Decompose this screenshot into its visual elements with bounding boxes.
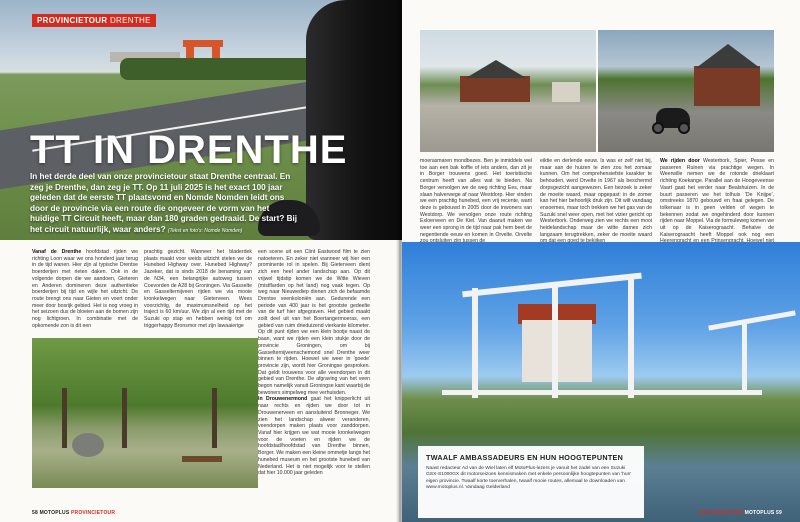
bridge-post — [472, 288, 478, 398]
left-page — [0, 0, 399, 522]
right-text-1: moerasmaren mondbezes. Ben je inmiddels wel toe aan een bak koffie of iets anders, dan zit je in Borger trouwens goed. Het toeristische centrum heeft van alles wat te bieden. Na Borger vervolgen we de weg richting Ees, maar slaan halverwege af naar Westdorp. Hier vinden we een prachtig hunebed, een vrij recente, want deze is gebouwd in 2005 door de inwoners van Westdorp. We vervolgen onze route richting Exloerveen en De Kiel. Van daaruit maken we weer een sprong in de tijd naar pak hem beet de negentiende eeuw en komen in Orvelte. Orvelte — [420, 158, 532, 238]
farmhouse-roof — [696, 44, 760, 68]
folio-right — [699, 510, 782, 516]
folio-section: PROVINCIETOUR — [71, 510, 116, 516]
body-column-2 — [144, 249, 252, 334]
body-text-3: een scene uit een Clint Eastwood film te zien natoeteren. En zeker niet wanneer wij hier een prominente rol in spelen. Bij Gieterveen dient zich een heel ander landschap aan. Op dit vrijwel tijdstip komen we de Witte Wieven (mistflarden op het land) nog vaak tegen. Op weg naar Nieuwediep dienen zich de befaamde Drentse veenkoloniën aan. Gedurende een periode van 400 jaar is het grootste gedeelte van de turf hier afgegraven. Het gebied maakt zoilt deel uit van het Boertangermoeras, een gebied van ruim drieduizend vierkante kilometer. Op dit punt rijden we een klein bootje naast de baan, want we rijden een klein stukje door de provincie Groningen, om bij Gasselternijveenschemond snel Drenthe weer binnen te rijden. Hoewel we weer in 'goede' provincie zijn, wordt hier Groningse gesproken. Dat geldt trouwens voor alle veendorpen in dit gebied van Drenthe. De afgraving van het veen begon namelijk vanuit Groningse kant waarbij de bewoners simpelweg mee verhuisden. — [258, 249, 370, 396]
section-tag-main: PROVINCIETOUR — [37, 16, 108, 25]
intro-text: In het derde deel van onze provincietour staat Drenthe centraal. En zeg je Drenthe, dan zeg je TT. Op 11 juli 2025 is het exact 100 jaar geleden dat de eerste TT plaatsvond en Nomde Nomden leidt ons door de provincie via een route die ongeveer de vorm van het huidige TT Circuit heeft, maar dan 180 graden gedraaid. De start? Bij het circuit natuurlijk, waar anders? — [30, 172, 298, 234]
right-text-3: Westerbork, Spier, Pesse en passeren Ruinen via prachtige wegen. In Weerwille nemen we de rotonde drieklaart richting Koekange. Parallel aan de Hoogeveense Vaart gaat het verder naar Bealshuizen. In de buurt passeren we het tolhuis 'De Knijpe', omstreeks 1870 gebouwd en fraai gelegen. De tolkenaar is in geen velden of wegen te bekennen zodat we ongehinderd door kunnen rijden naar Moppel. Via de formuleweg komen we uit op de Kaiserograacht. Behalve de Kaiserograacht heeft Moppel ook nog een — [660, 158, 774, 238]
folio-mag: MOTOPLUS — [39, 510, 70, 516]
page-title: TT IN DRENTHE — [30, 128, 348, 172]
subhead-drouwenermond: In Drouwenermond — [258, 396, 308, 403]
tree-trunk — [122, 388, 127, 448]
farmhouse — [694, 66, 760, 106]
picnic-bench — [182, 456, 222, 462]
bridge-post — [552, 282, 558, 398]
intro-credit: (Tekst en foto's: Nomde Nomden) — [167, 227, 243, 234]
folio-number: 59 — [776, 510, 782, 516]
bridge-rail — [442, 390, 762, 395]
rider-silhouette — [306, 0, 402, 240]
tree-trunk — [212, 388, 217, 448]
section-tag-sub: DRENTHE — [109, 16, 151, 25]
tree-trunk — [62, 388, 67, 448]
body-text-1: hoofdstad rijden we richting Loon waar we ons honderd jaar terug in de tijd wanen. Hier zijn al typische Drentse boerderijen met rieten daken. Ook in de volgende dorpen die we aandoen, Gieteren en Anderen domineren deze authentieke boerderijen bij tijd en wijle het uitzicht. De route brengt ons naar Gieten en voert onder meer door bosrijk gebied. Het is nog vroeg in het seizoen dus de bloeien aan de bomen zijn nog lichtgroen. In combinatie met de opkomende zon is dit een — [32, 249, 138, 329]
second-bridge-post — [742, 322, 747, 394]
village-house — [460, 76, 530, 102]
right-column-1 — [420, 158, 532, 238]
right-column-2 — [540, 158, 652, 238]
folio-mag: MOTOPLUS — [744, 510, 775, 516]
tt-tower-top — [183, 40, 223, 47]
second-bridge-beam — [708, 310, 796, 330]
intro-paragraph — [30, 172, 300, 237]
folio-section: PROVINCIETOUR — [698, 510, 743, 516]
boulder — [72, 433, 104, 457]
right-text-2: eiktie en derlende eeuw. Is was er zelf niet bij, maar aan de huizen te zien zou het zomaar kunnen. Om het comprehensiefste karakter te behouden, werd Orvelte in 1967 als beschermd dorpsgezicht aangewezen. Een bezoek is zeker de moeite waard, maar opgepast: in de zomer kan het hier behoorlijk druk zijn. Dit wilt vandaag ensoemes, maar toch trekken we het gas van de Suzuki snel weer open, met het vizier gericht op Westerbork. Onderweg zien we rechts een mooi heidelandschap maar de witte dames zich langzaam terugtrekken, zeker de moeite waard — [540, 158, 652, 238]
right-column-3 — [660, 158, 774, 238]
body-column-1 — [32, 249, 138, 334]
bridge-post — [628, 274, 634, 398]
subhead-westerbork: We rijden door — [660, 158, 700, 164]
folio-left — [32, 510, 115, 516]
house-roof — [466, 60, 526, 78]
folio-number: 58 — [32, 510, 38, 516]
photo-farmhouse-motorcycle — [598, 30, 774, 152]
ambassadors-box — [418, 446, 644, 518]
body-text-2: prachtig gezicht. Wanneer het bladerdek plaats maakt voor weids uitzicht stelen we de Hunebed Highway over. Hunebed Highway? Jazeker, dat is sinds 2018 de benaming van de N34, een belangrijke autoweg tussen Coevorden de A28 bij Groningen. Via Gasselte en Gasselternijveen rijden we via mooie kronkelwegen naar Gieterveen. Wees voorzichtig, de maximumsnelheid op het traject is 60 km/uur. We zijn al een tijd met de Suzuki op stap en hebben weinig tot om triggerhappy Bronsmor met zijn lawaaierige — [144, 249, 252, 329]
box-text: Naast redacteur Ad van de Wiel laten elf MotoPlus-lezers je vanuit het zadel van een Suzuki GSX-S1000GX dit motorseizoen kennismaken met enkele persoonlijke hoogtepunten van 'hun' eigen provincie. Twaalf korte toerverhalen, twaalf mooie routes, allemaal te downloaden van www.motoplus.nl. Vandaag Gelderland — [426, 466, 632, 491]
side-house — [552, 82, 580, 102]
wheel — [652, 122, 664, 134]
section-tag — [32, 14, 156, 27]
body-text-3b: gaat het knipperlicht uit naar rechts en rijden we door tot in Drouwenerveen en aansluitend Bronneger. We zien het landschap alweer veranderen, veendorpen maken plaats voor zanddorpen. Vanaf hier krijgen we wat mooie kronkelwegen voor de voeten en rijden we de hoofdstad/hoofdstad van Drenthe binnen, Borger. We maken een kleine ommetje langs het hunebed museum en het grootste hunebed van Nederland. Het is niet mogelijk voor te stellen dat hier 10.000 jaar geleden — [258, 396, 370, 477]
right-page — [402, 0, 800, 522]
photo-forest-rest-area — [32, 338, 258, 488]
body-column-3 — [258, 249, 370, 489]
photo-village-square — [420, 30, 596, 152]
wheel — [678, 122, 690, 134]
box-title: TWAALF AMBASSADEURS EN HUN HOOGTEPUNTEN — [426, 453, 624, 462]
lead-in: Vanaf de Drenthe — [32, 249, 82, 255]
